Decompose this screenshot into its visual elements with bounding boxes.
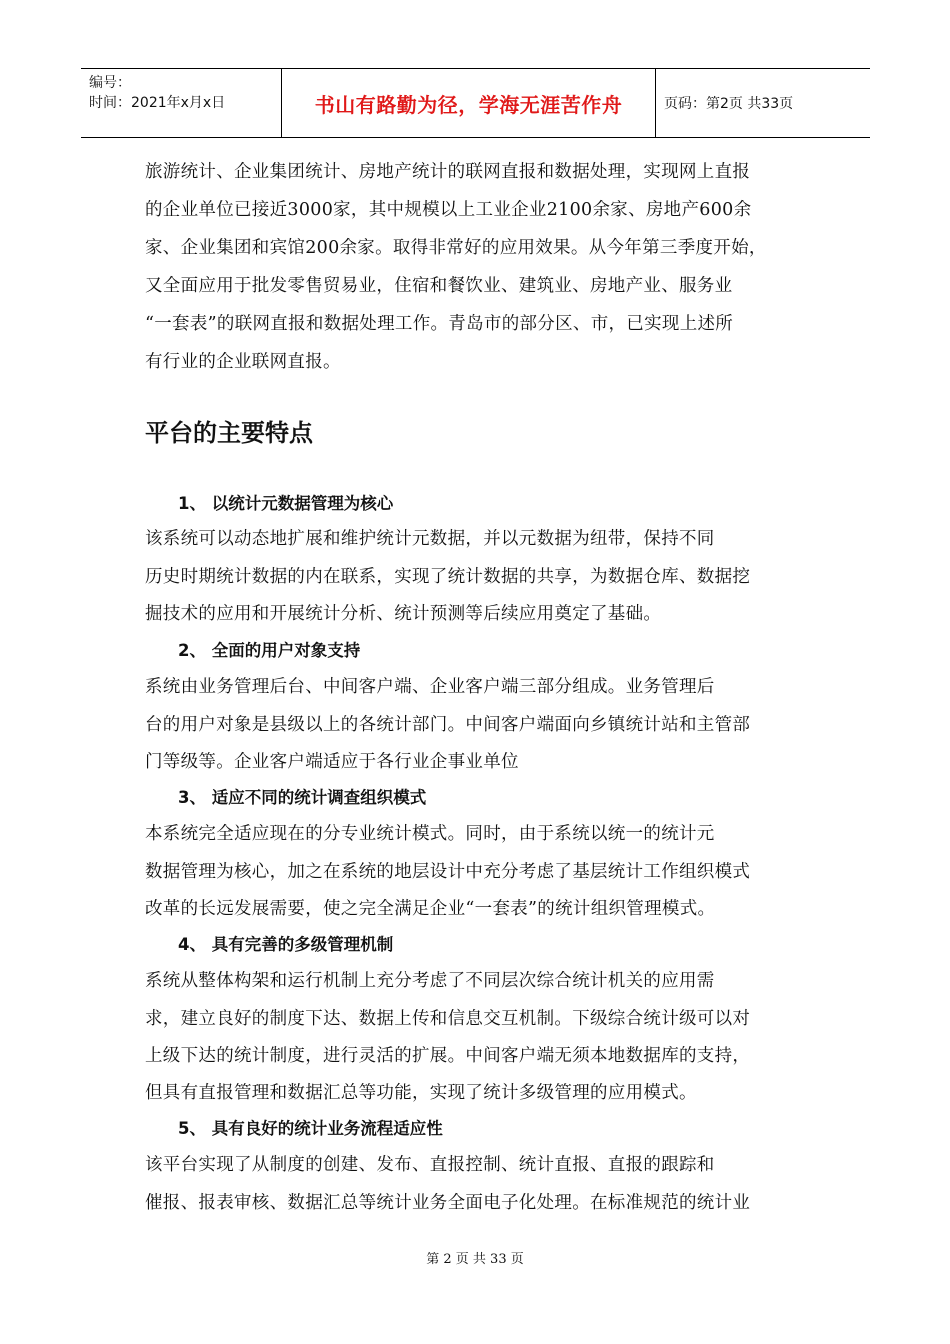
body-line: “一套表”的联网直报和数据处理工作。青岛市的部分区、市，已实现上述所 [145,314,734,334]
body-line: 求，建立良好的制度下达、数据上传和信息交互机制。下级综合统计级可以对 [145,1009,751,1029]
motto-text: 书山有路勤为径，学海无涯苦作舟 [314,92,623,117]
number-label: 编号： [89,75,131,91]
header-motto [282,69,656,137]
body-line: 但具有直报管理和数据汇总等功能，实现了统计多级管理的应用模式。 [145,1083,697,1103]
body-line: 数据管理为核心，加之在系统的地层设计中充分考虑了基层统计工作组织模式 [145,862,751,882]
item-heading: 4、 具有完善的多级管理机制 [178,935,394,954]
body-line: 掘技术的应用和开展统计分析、统计预测等后续应用奠定了基础。 [145,604,662,624]
header-meta [81,69,282,137]
header-page [656,69,870,137]
body-line: 旅游统计、企业集团统计、房地产统计的联网直报和数据处理，实现网上直报 [145,162,751,182]
body-line: 系统从整体构架和运行机制上充分考虑了不同层次综合统计机关的应用需 [145,971,715,991]
body-line: 该系统可以动态地扩展和维护统计元数据，并以元数据为纽带，保持不同 [145,529,715,549]
body-line: 又全面应用于批发零售贸易业，住宿和餐饮业、建筑业、房地产业、服务业 [145,276,733,296]
body-line: 改革的长远发展需要，使之完全满足企业“一套表”的统计组织管理模式。 [145,899,716,919]
item-heading: 3、 适应不同的统计调查组织模式 [178,788,427,807]
body-line: 台的用户对象是县级以上的各统计部门。中间客户端面向乡镇统计站和主管部 [145,715,751,735]
section-title: 平台的主要特点 [145,419,313,447]
body-line: 催报、报表审核、数据汇总等统计业务全面电子化处理。在标准规范的统计业 [145,1193,751,1213]
body-line: 的企业单位已接近3000家，其中规模以上工业企业2100余家、房地产600余 [145,200,752,220]
page-header [81,68,870,138]
body-line: 有行业的企业联网直报。 [145,352,341,372]
body-line: 该平台实现了从制度的创建、发布、直报控制、统计直报、直报的跟踪和 [145,1155,715,1175]
body-line: 历史时期统计数据的内在联系，实现了统计数据的共享，为数据仓库、数据挖 [145,567,751,587]
item-heading: 5、 具有良好的统计业务流程适应性 [178,1119,443,1138]
page-footer: 第 2 页 共 33 页 [426,1252,524,1267]
body-line: 本系统完全适应现在的分专业统计模式。同时，由于系统以统一的统计元 [145,824,715,844]
body-line: 家、企业集团和宾馆200余家。取得非常好的应用效果。从今年第三季度开始， [145,238,767,258]
item-heading: 2、 全面的用户对象支持 [178,641,361,660]
body-line: 门等级等。企业客户端适应于各行业企事业单位 [145,752,519,772]
body-line: 上级下达的统计制度，进行灵活的扩展。中间客户端无须本地数据库的支持， [145,1046,751,1066]
page-label: 页码：第2页 共33页 [664,96,794,112]
item-heading: 1、 以统计元数据管理为核心 [178,494,394,513]
time-label: 时间：2021年x月x日 [89,95,226,111]
body-line: 系统由业务管理后台、中间客户端、企业客户端三部分组成。业务管理后 [145,677,715,697]
